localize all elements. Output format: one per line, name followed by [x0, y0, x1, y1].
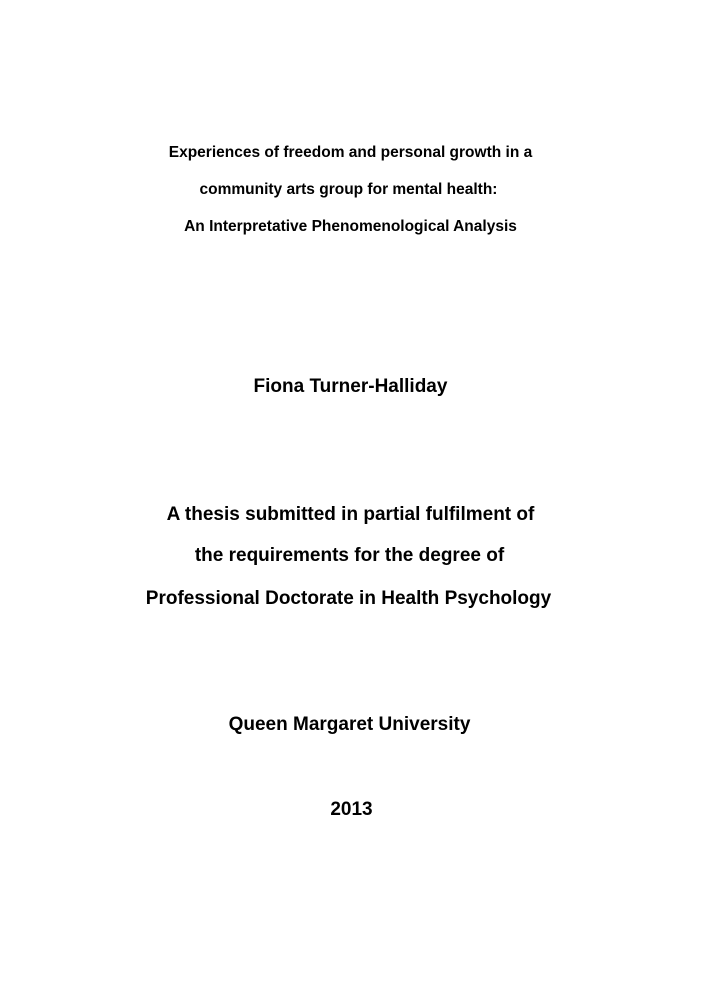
- title-line-1: Experiences of freedom and personal growth in a: [168, 144, 533, 161]
- submission-line-3: Professional Doctorate in Health Psychology: [145, 588, 552, 609]
- title-line-3: An Interpretative Phenomenological Analysis: [184, 218, 517, 235]
- submission-year: 2013: [330, 799, 373, 820]
- submission-line-1: A thesis submitted in partial fulfilment of: [166, 504, 535, 525]
- author-name: Fiona Turner-Halliday: [253, 376, 448, 397]
- submission-line-2: the requirements for the degree of: [194, 545, 505, 566]
- institution-name: Queen Margaret University: [228, 714, 471, 735]
- title-line-2: community arts group for mental health:: [199, 181, 498, 198]
